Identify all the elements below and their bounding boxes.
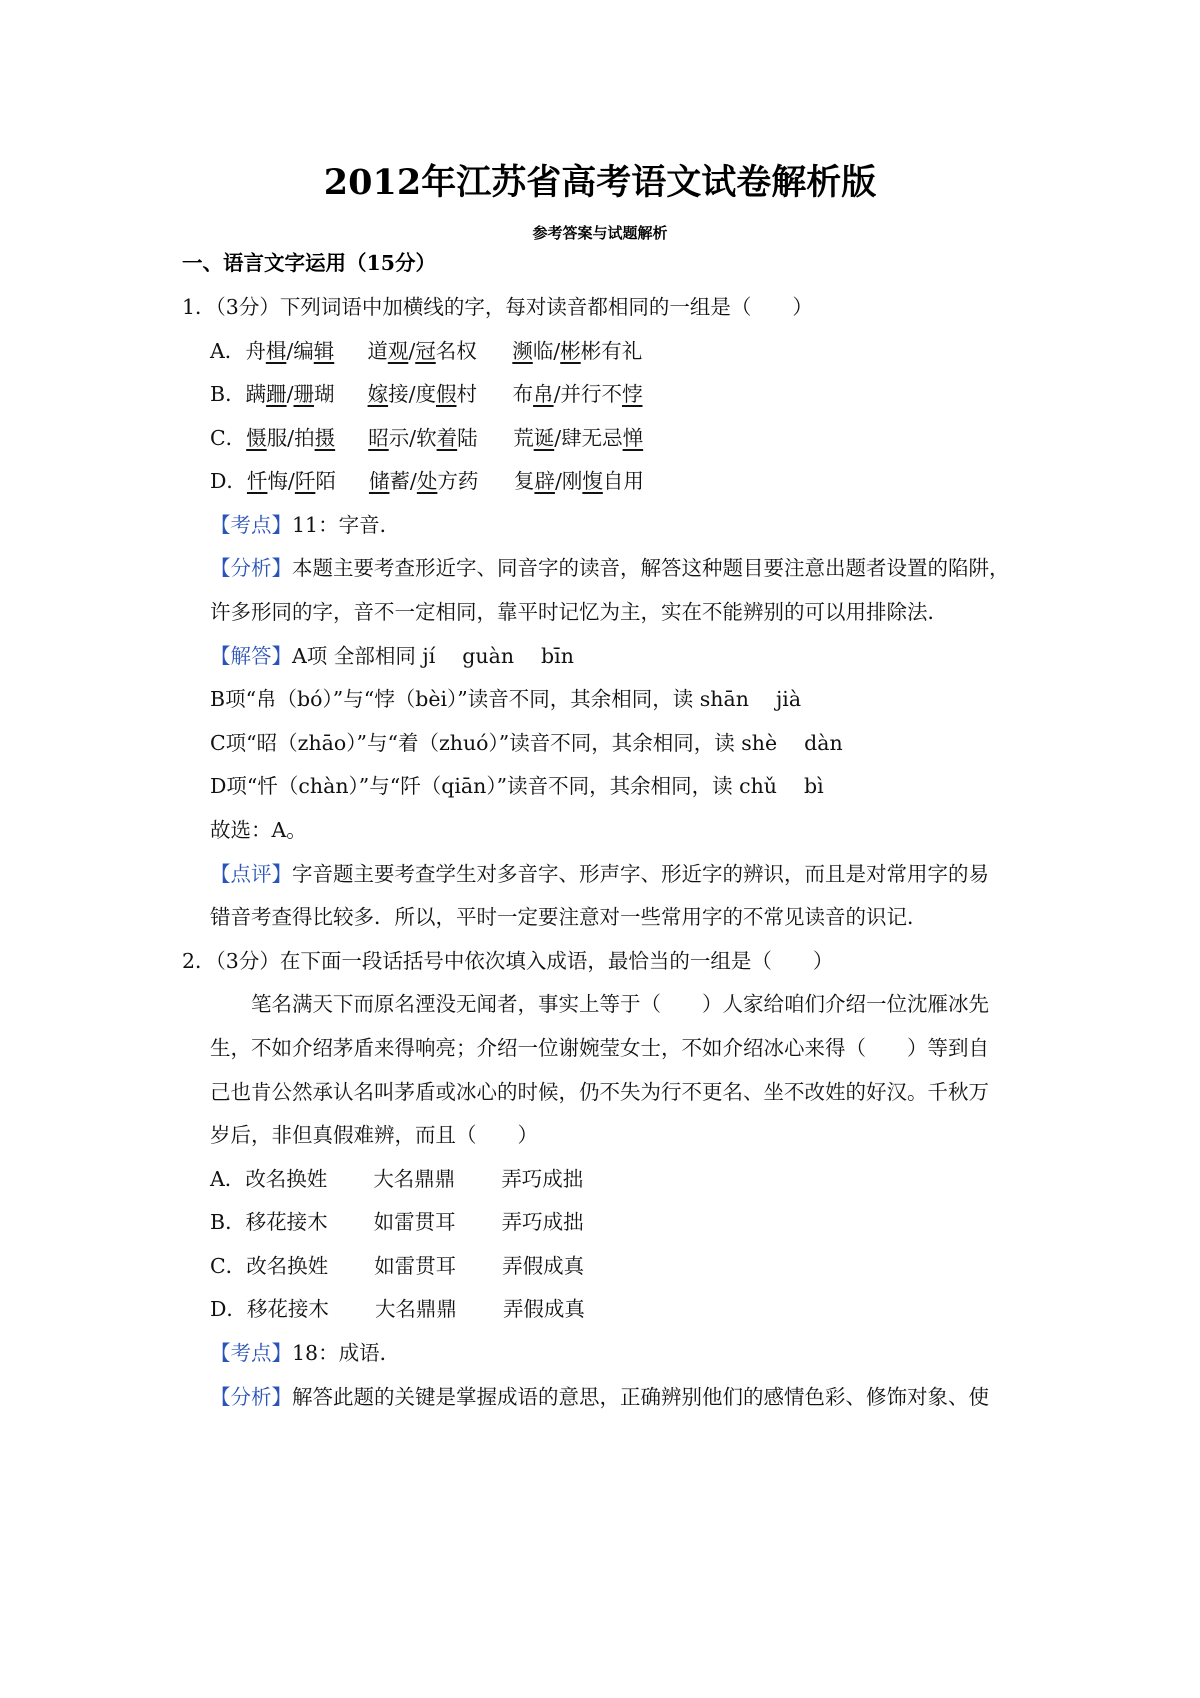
q1-jieda-b: B项“帛（bó）”与“悖（bèi）”读音不同，其余相同，读 shān jià <box>210 687 802 711</box>
q2-passage-4: 岁后，非但真假难辨，而且（ ） <box>210 1123 538 1147</box>
q1-option-b: B．蹒跚/珊瑚 嫁接/度假村 布帛/并行不悖 <box>210 382 643 406</box>
q1-jieda: 【解答】A项 全部相同 jí guàn bīn <box>210 644 574 668</box>
q1-option-d: D．忏悔/阡陌 储蓄/处方药 复辟/刚愎自用 <box>210 469 644 493</box>
q1-fenxi: 【分析】本题主要考查形近字、同音字的读音，解答这种题目要注意出题者设置的陷阱， <box>210 556 1010 580</box>
q1-dianping: 【点评】字音题主要考查学生对多音字、形声字、形近字的辨识，而且是对常用字的易 <box>210 862 989 886</box>
q1-option-c: C．慑服/拍摄 昭示/软着陆 荒诞/肆无忌惮 <box>210 426 644 450</box>
question-1-stem: 1．（3分）下列词语中加横线的字，每对读音都相同的一组是（ ） <box>182 295 813 319</box>
q2-option-b: B．移花接木 如雷贯耳 弄巧成拙 <box>210 1210 584 1234</box>
q2-fenxi: 【分析】解答此题的关键是掌握成语的意思，正确辨别他们的感情色彩、修饰对象、使 <box>210 1385 989 1409</box>
question-2-stem: 2．（3分）在下面一段话括号中依次填入成语，最恰当的一组是（ ） <box>182 949 834 973</box>
q1-option-a: A．舟楫/编辑 道观/冠名权 濒临/彬彬有礼 <box>210 339 643 363</box>
q2-option-a: A．改名换姓 大名鼎鼎 弄巧成拙 <box>210 1167 584 1191</box>
page-title: 2012年江苏省高考语文试卷解析版 <box>323 162 877 203</box>
q2-passage-2: 生，不如介绍茅盾来得响亮；介绍一位谢婉莹女士，不如介绍冰心来得（ ）等到自 <box>210 1036 989 1060</box>
q1-jieda-c: C项“昭（zhāo）”与“着（zhuó）”读音不同，其余相同，读 shè dàn <box>210 731 843 755</box>
q2-passage-1: 笔名满天下而原名湮没无闻者，事实上等于（ ）人家给咱们介绍一位沈雁冰先 <box>251 992 989 1016</box>
section-heading: 一、语言文字运用（15分） <box>182 251 437 275</box>
q2-option-d: D．移花接木 大名鼎鼎 弄假成真 <box>210 1297 585 1321</box>
q1-dianping-cont: 错音考查得比较多．所以，平时一定要注意对一些常用字的不常见读音的识记． <box>210 905 928 929</box>
q1-answer: 故选：A。 <box>210 818 307 842</box>
q1-fenxi-cont: 许多形同的字，音不一定相同，靠平时记忆为主，实在不能辨别的可以用排除法． <box>210 600 948 624</box>
q2-kaodian: 【考点】18：成语． <box>210 1341 401 1365</box>
q1-kaodian: 【考点】11：字音． <box>210 513 401 537</box>
q2-passage-3: 己也肯公然承认名叫茅盾或冰心的时候，仍不失为行不更名、坐不改姓的好汉。千秋万 <box>210 1080 989 1104</box>
page-subtitle: 参考答案与试题解析 <box>532 224 668 242</box>
q1-jieda-d: D项“忏（chàn）”与“阡（qiān）”读音不同，其余相同，读 chǔ bì <box>210 774 824 798</box>
q2-option-c: C．改名换姓 如雷贯耳 弄假成真 <box>210 1254 585 1278</box>
